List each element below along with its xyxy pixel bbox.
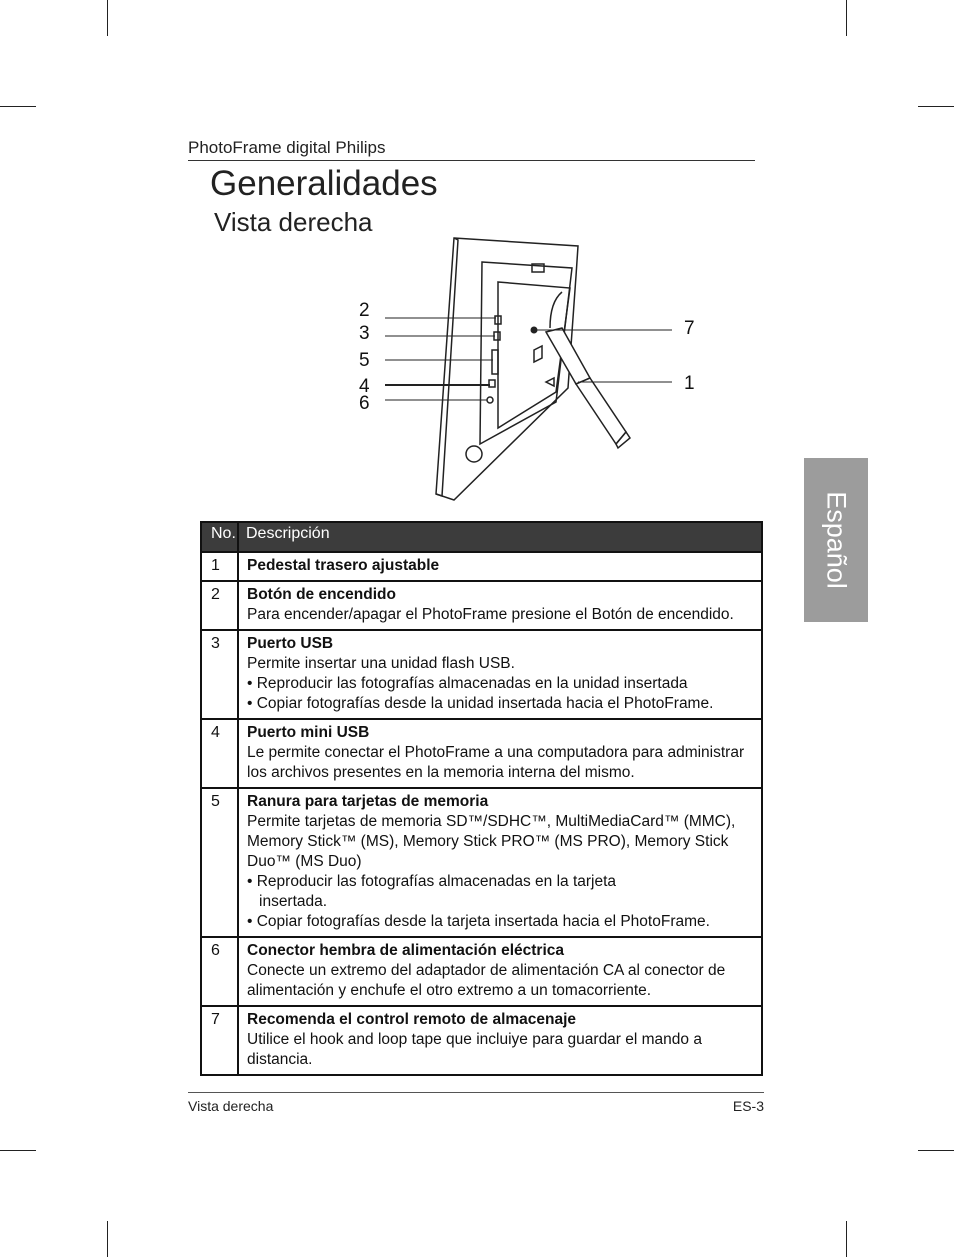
header-rule [188, 160, 755, 161]
callout-6: 6 [359, 393, 370, 414]
table-row [201, 552, 762, 581]
crop-mark [107, 1221, 108, 1257]
row-description [238, 788, 762, 937]
callout-1: 1 [684, 373, 695, 394]
table-header-row [201, 522, 762, 552]
photoframe-right-view-figure [350, 232, 710, 504]
row-number: 7 [201, 1006, 238, 1075]
crop-mark [846, 1221, 847, 1257]
callout-3: 3 [359, 323, 370, 344]
bullet-item: • Reproducir las fotografías almacenadas en la unidad insertada [247, 675, 688, 692]
language-tab [804, 458, 868, 622]
row-description [238, 719, 762, 788]
item-body: Conecte un extremo del adaptador de alimentación CA al conector de alimentación y enchufe el otro extremo a un tomacorriente. [247, 962, 726, 999]
row-description [238, 552, 762, 581]
crop-mark [918, 106, 954, 107]
column-header-description: Descripción [238, 522, 762, 552]
crop-mark [846, 0, 847, 36]
row-description [238, 1006, 762, 1075]
table-row [201, 630, 762, 719]
running-head: PhotoFrame digital Philips [188, 138, 386, 157]
footer-section-name: Vista derecha [188, 1098, 274, 1114]
row-description [238, 937, 762, 1006]
item-body: Permite insertar una unidad flash USB. [247, 655, 515, 672]
crop-mark [918, 1150, 954, 1151]
item-title: Recomenda el control remoto de almacenaje [247, 1011, 577, 1028]
page-title: Generalidades [210, 164, 438, 203]
table-row [201, 719, 762, 788]
row-number: 5 [201, 788, 238, 937]
row-number: 3 [201, 630, 238, 719]
bullet-item: • Copiar fotografías desde la tarjeta insertada hacia el PhotoFrame. [247, 913, 710, 930]
callout-5: 5 [359, 350, 370, 371]
item-title: Ranura para tarjetas de memoria [247, 793, 489, 810]
item-body: Para encender/apagar el PhotoFrame presione el Botón de encendido. [247, 606, 734, 623]
table-row [201, 581, 762, 630]
column-header-no: No. [201, 522, 238, 552]
photoframe-illustration [350, 232, 710, 504]
page-number: ES-3 [732, 1098, 764, 1114]
item-title: Conector hembra de alimentación eléctrica [247, 942, 564, 959]
section-subtitle: Vista derecha [214, 207, 373, 237]
item-body: Permite tarjetas de memoria SD™/SDHC™, MultiMediaCard™ (MMC), Memory Stick™ (MS), Memory Stick PRO™ (MS PRO), Memory Stick Duo™ (MS Duo) [247, 813, 736, 870]
callout-7: 7 [684, 318, 695, 339]
row-description [238, 581, 762, 630]
table-row [201, 1006, 762, 1075]
item-title: Puerto USB [247, 635, 334, 652]
bullet-item: • Copiar fotografías desde la unidad insertada hacia el PhotoFrame. [247, 695, 714, 712]
item-title: Botón de encendido [247, 586, 396, 603]
row-description [238, 630, 762, 719]
row-number: 4 [201, 719, 238, 788]
crop-mark [0, 106, 36, 107]
crop-mark [107, 0, 108, 36]
callout-2: 2 [359, 300, 370, 321]
item-body: Utilice el hook and loop tape que incluiye para guardar el mando a distancia. [247, 1031, 702, 1068]
item-body: Le permite conectar el PhotoFrame a una computadora para administrar los archivos presentes en la memoria interna del mismo. [247, 744, 745, 781]
table-row [201, 788, 762, 937]
callout-4: 4 [359, 376, 370, 397]
crop-mark [0, 1150, 36, 1151]
item-title: Puerto mini USB [247, 724, 370, 741]
table-row [201, 937, 762, 1006]
item-title: Pedestal trasero ajustable [247, 557, 440, 574]
row-number: 6 [201, 937, 238, 1006]
parts-table [200, 521, 763, 1076]
row-number: 2 [201, 581, 238, 630]
bullet-item: • Reproducir las fotografías almacenadas en la tarjeta insertada. [247, 873, 617, 910]
row-number: 1 [201, 552, 238, 581]
footer-rule [188, 1092, 764, 1093]
language-tab-label: Español [821, 491, 852, 589]
